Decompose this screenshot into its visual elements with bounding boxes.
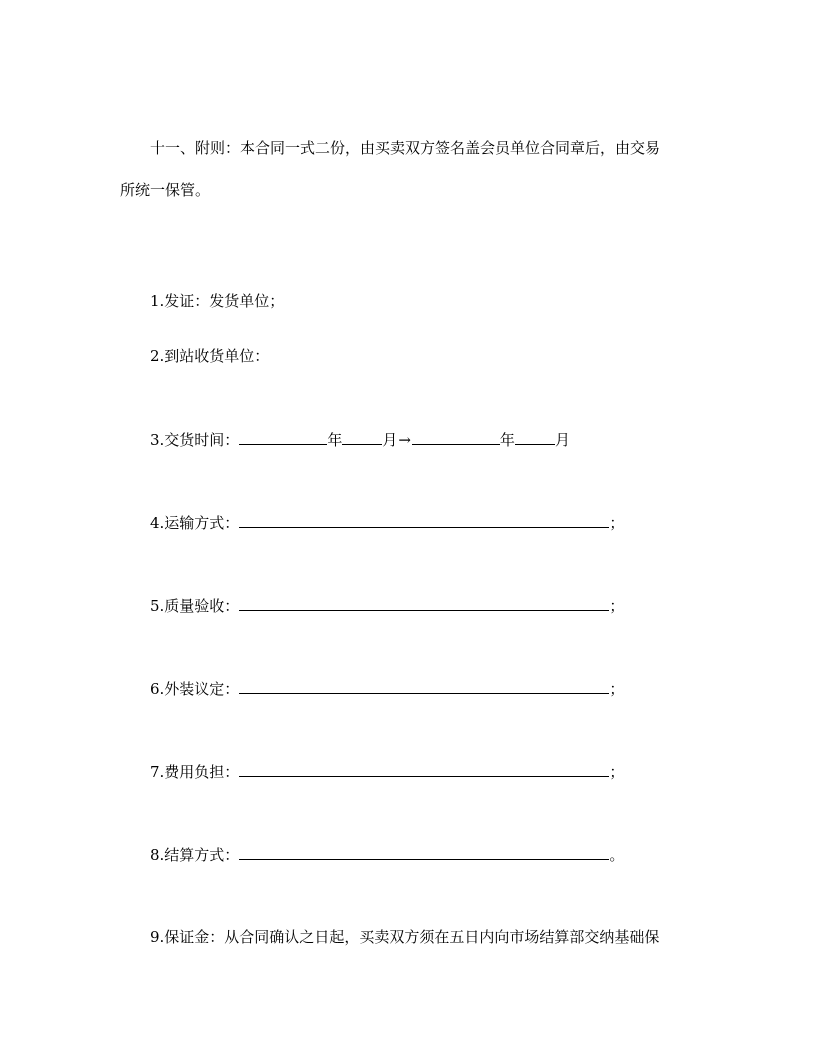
- month-char: 月: [382, 431, 398, 449]
- cost-blank[interactable]: [239, 761, 609, 777]
- quality-label: 5.质量验收：: [150, 597, 240, 615]
- cost-label: 7.费用负担：: [150, 763, 240, 781]
- item-transport-method: [150, 512, 624, 533]
- item-packaging: [150, 678, 624, 699]
- item-delivery-time: [150, 429, 570, 450]
- year-char: 年: [499, 431, 515, 449]
- paragraph-11-line-2: 所统一保管。: [120, 181, 211, 199]
- delivery-time-label: 3.交货时间：: [150, 431, 240, 449]
- item-cost-bearing: [150, 761, 624, 782]
- settlement-blank[interactable]: [239, 844, 609, 860]
- transport-label: 4.运输方式：: [150, 514, 240, 532]
- delivery-end-year-blank[interactable]: [412, 429, 500, 445]
- transport-blank[interactable]: [239, 512, 609, 528]
- quality-blank[interactable]: [239, 595, 609, 611]
- item-quality-acceptance: [150, 595, 624, 616]
- period: 。: [609, 846, 625, 864]
- semicolon: ；: [609, 597, 625, 615]
- settlement-label: 8.结算方式：: [150, 846, 240, 864]
- packaging-blank[interactable]: [239, 678, 609, 694]
- arrow-right-icon: →: [398, 431, 411, 449]
- packaging-label: 6.外装议定：: [150, 680, 240, 698]
- year-char: 年: [327, 431, 343, 449]
- item-issue-certificate: 1.发证：发货单位；: [150, 292, 285, 310]
- semicolon: ；: [609, 680, 625, 698]
- semicolon: ；: [609, 514, 625, 532]
- month-char: 月: [554, 431, 570, 449]
- item-station-receiver: 2.到站收货单位：: [150, 347, 270, 365]
- semicolon: ；: [609, 763, 625, 781]
- item-settlement-method: [150, 844, 624, 865]
- item-deposit: 9.保证金：从合同确认之日起，买卖双方须在五日内向市场结算部交纳基础保: [150, 928, 660, 946]
- paragraph-11-line-1: 十一、附则：本合同一式二份，由买卖双方签名盖会员单位合同章后，由交易: [150, 139, 661, 157]
- delivery-end-month-blank[interactable]: [515, 429, 555, 445]
- delivery-start-month-blank[interactable]: [342, 429, 382, 445]
- delivery-start-year-blank[interactable]: [239, 429, 327, 445]
